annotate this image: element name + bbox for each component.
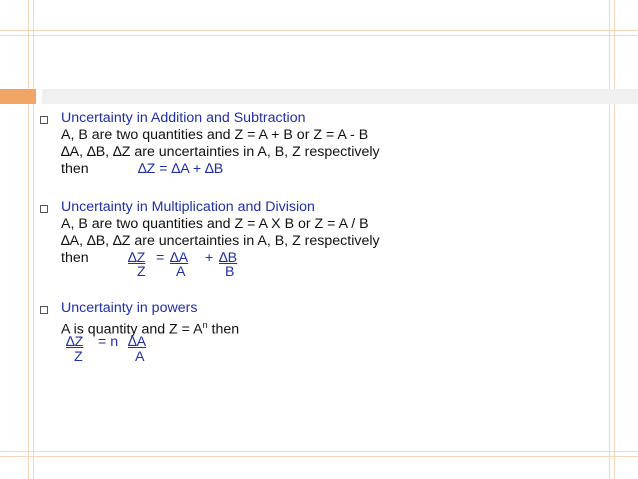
section-heading: Uncertainty in Addition and Subtraction [61, 110, 306, 126]
section-text: A, B are two quantities and Z = A X B or Z = A / B [61, 216, 369, 232]
title-rule-bar [42, 89, 638, 104]
then-label: then [207, 321, 240, 338]
decorative-vertical-line [28, 0, 29, 479]
equals-sign: = [156, 250, 165, 266]
bullet-icon [40, 205, 48, 213]
fraction-denominator-b: B [225, 264, 235, 280]
bullet-icon [40, 116, 48, 124]
fraction-denominator-a: A [176, 264, 186, 280]
decorative-vertical-line [614, 0, 615, 479]
decorative-horizontal-line [0, 451, 638, 452]
decorative-vertical-line [33, 0, 34, 479]
section-text: ∆A, ∆B, ∆Z are uncertainties in A, B, Z respectively [61, 233, 380, 249]
decorative-horizontal-line [0, 456, 638, 457]
equals-n: = n [98, 334, 119, 350]
fraction-denominator-z: Z [74, 349, 83, 365]
fraction-numerator-z: ∆Z [128, 250, 146, 266]
section-heading: Uncertainty in Multiplication and Division [61, 199, 315, 215]
plus-sign: + [205, 250, 214, 266]
fraction-numerator-b: ∆B [219, 250, 238, 266]
power-exponent: n [202, 320, 208, 330]
fraction-numerator-a: ∆A [128, 334, 147, 350]
decorative-vertical-line [609, 0, 610, 479]
fraction-numerator-z: ∆Z [66, 334, 84, 350]
fraction-numerator-a: ∆A [170, 250, 189, 266]
section-text: ∆A, ∆B, ∆Z are uncertainties in A, B, Z respectively [61, 144, 380, 160]
decorative-horizontal-line [0, 30, 638, 31]
fraction-denominator-a: A [135, 349, 145, 365]
section-heading: Uncertainty in powers [61, 300, 198, 316]
addition-formula: ∆Z = ∆A + ∆B [138, 161, 224, 177]
title-accent-bar [0, 89, 36, 104]
power-text: A is quantity and Z = A [61, 321, 203, 338]
then-label: then [61, 250, 89, 266]
decorative-horizontal-line [0, 35, 638, 36]
bullet-icon [40, 306, 48, 314]
section-text: A, B are two quantities and Z = A + B or Z = A - B [61, 127, 369, 143]
then-label: then [61, 161, 89, 177]
section-text [61, 317, 239, 339]
fraction-denominator-z: Z [137, 264, 146, 280]
